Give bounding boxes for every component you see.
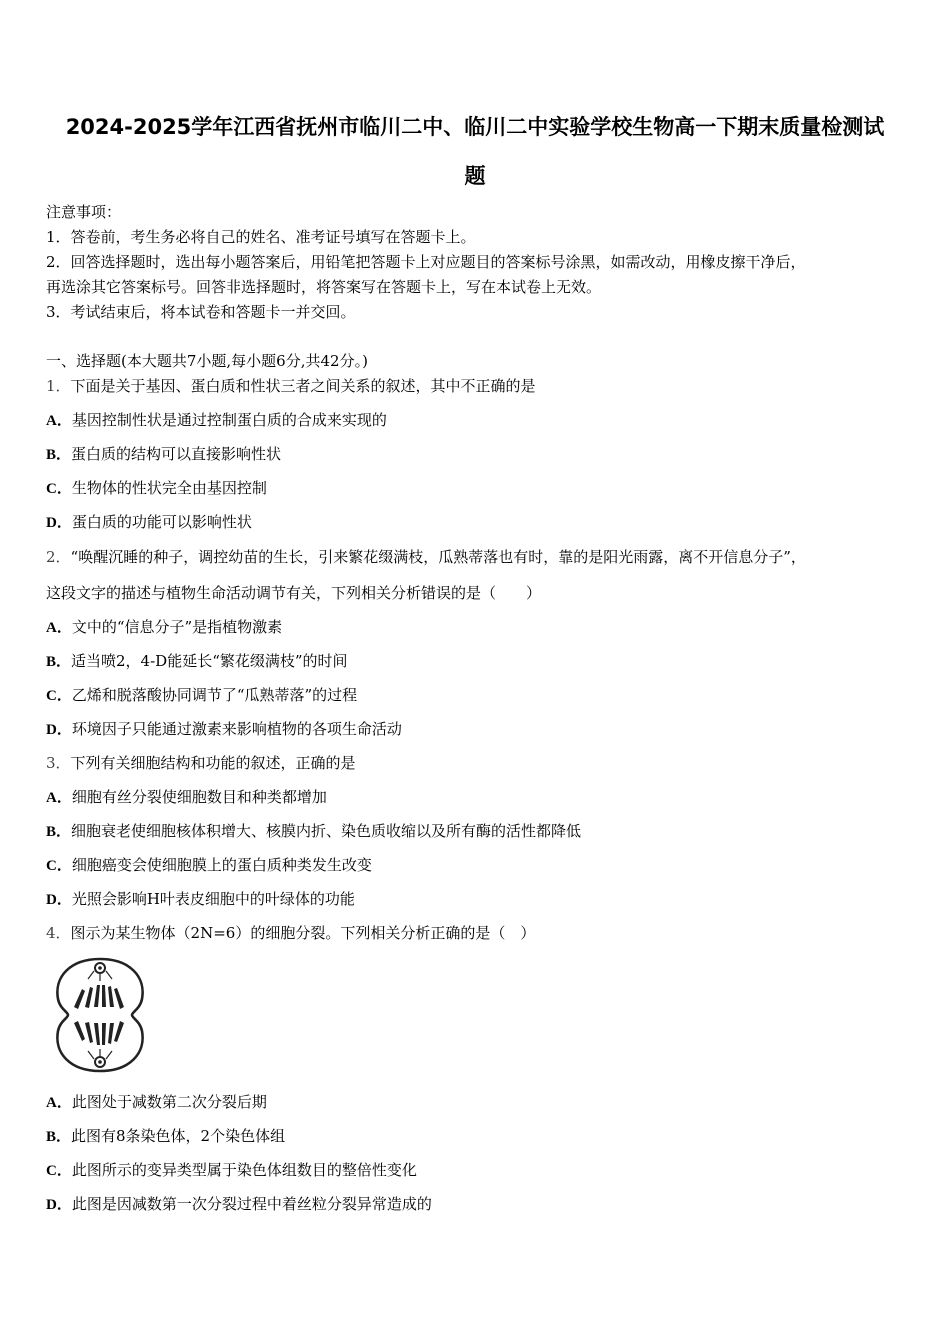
- question-1-option-c: [46, 478, 267, 499]
- option-letter: A．: [46, 620, 72, 636]
- option-text: 蛋白质的结构可以直接影响性状: [71, 445, 282, 463]
- option-text: 细胞有丝分裂使细胞数目和种类都增加: [71, 788, 327, 806]
- option-letter: B．: [46, 1129, 72, 1145]
- option-letter: D．: [46, 892, 72, 908]
- notice-item: 3．考试结束后，将本试卷和答题卡一并交回。: [46, 303, 356, 321]
- option-letter: A．: [46, 413, 72, 429]
- option-text: 光照会影响H叶表皮细胞中的叶绿体的功能: [71, 890, 355, 908]
- question-2-option-c: [46, 685, 357, 706]
- option-text: 基因控制性状是通过控制蛋白质的合成来实现的: [71, 411, 387, 429]
- question-number: 1．: [46, 377, 71, 395]
- question-3-option-b: [46, 821, 581, 842]
- section-heading: 一、选择题(本大题共7小题,每小题6分,共42分。): [46, 352, 368, 370]
- question-1-option-a: [46, 410, 387, 431]
- question-1-stem: [46, 376, 536, 396]
- cell-division-diagram-icon: [52, 955, 148, 1075]
- option-letter: D．: [46, 515, 72, 531]
- question-2-stem: [46, 547, 806, 567]
- question-1-option-b: [46, 444, 281, 465]
- option-text: 生物体的性状完全由基因控制: [71, 479, 267, 497]
- notice-heading: 注意事项：: [46, 203, 122, 221]
- option-text: 细胞衰老使细胞核体积增大、核膜内折、染色质收缩以及所有酶的活性都降低: [71, 822, 582, 840]
- question-2-option-a: [46, 617, 282, 638]
- question-3-option-d: [46, 889, 355, 910]
- question-number: 2．: [46, 548, 71, 566]
- option-letter: C．: [46, 1163, 72, 1179]
- option-letter: C．: [46, 688, 72, 704]
- option-text: 此图所示的变异类型属于染色体组数目的整倍性变化: [71, 1161, 417, 1179]
- option-text: 乙烯和脱落酸协同调节了“瓜熟蒂落”的过程: [71, 686, 358, 704]
- question-text: 下列有关细胞结构和功能的叙述，正确的是: [70, 754, 356, 772]
- question-3-option-c: [46, 855, 372, 876]
- question-2-stem-continued: 这段文字的描述与植物生命活动调节有关，下列相关分析错误的是（ ）: [46, 584, 542, 602]
- option-letter: D．: [46, 1197, 72, 1213]
- question-3-stem: [46, 753, 356, 773]
- option-text: 环境因子只能通过激素来影响植物的各项生命活动: [71, 720, 402, 738]
- option-text: 文中的“信息分子”是指植物激素: [71, 618, 283, 636]
- option-text: 此图有8条染色体，2个染色体组: [71, 1127, 286, 1145]
- exam-title-line2: 题: [464, 164, 486, 188]
- question-number: 4．: [46, 924, 71, 942]
- question-4-option-d: [46, 1194, 432, 1215]
- notice-item: 再选涂其它答案标号。回答非选择题时，将答案写在答题卡上，写在本试卷上无效。: [46, 278, 602, 296]
- notice-item: 2．回答选择题时，选出每小题答案后，用铅笔把答题卡上对应题目的答案标号涂黑，如需改动，用橡皮擦干净后，: [46, 253, 806, 271]
- notice-item: 1．答卷前，考生务必将自己的姓名、准考证号填写在答题卡上。: [46, 228, 476, 246]
- option-text: 细胞癌变会使细胞膜上的蛋白质种类发生改变: [71, 856, 372, 874]
- exam-title-line1: 2024-2025学年江西省抚州市临川二中、临川二中实验学校生物高一下期末质量检测试: [65, 115, 885, 139]
- option-letter: C．: [46, 481, 72, 497]
- option-letter: A．: [46, 790, 72, 806]
- question-4-stem: [46, 923, 535, 943]
- option-letter: A．: [46, 1095, 72, 1111]
- option-letter: C．: [46, 858, 72, 874]
- option-text: 此图处于减数第二次分裂后期: [71, 1093, 267, 1111]
- question-4-option-c: [46, 1160, 417, 1181]
- option-letter: B．: [46, 824, 72, 840]
- question-number: 3．: [46, 754, 71, 772]
- question-text: 图示为某生物体（2N=6）的细胞分裂。下列相关分析正确的是（ ）: [70, 924, 536, 942]
- option-text: 此图是因减数第一次分裂过程中着丝粒分裂异常造成的: [71, 1195, 432, 1213]
- option-letter: B．: [46, 447, 72, 463]
- question-1-option-d: [46, 512, 252, 533]
- question-2-option-d: [46, 719, 402, 740]
- question-4-option-b: [46, 1126, 285, 1147]
- option-text: 适当喷2，4-D能延长“繁花缀满枝”的时间: [71, 652, 348, 670]
- option-letter: B．: [46, 654, 72, 670]
- question-text: “唤醒沉睡的种子，调控幼苗的生长，引来繁花缀满枝，瓜熟蒂落也有时，靠的是阳光雨露，离不开信息分子”，: [70, 548, 806, 566]
- option-letter: D．: [46, 722, 72, 738]
- option-text: 蛋白质的功能可以影响性状: [71, 513, 252, 531]
- question-3-option-a: [46, 787, 327, 808]
- question-text: 下面是关于基因、蛋白质和性状三者之间关系的叙述，其中不正确的是: [70, 377, 536, 395]
- question-4-option-a: [46, 1092, 267, 1113]
- question-2-option-b: [46, 651, 348, 672]
